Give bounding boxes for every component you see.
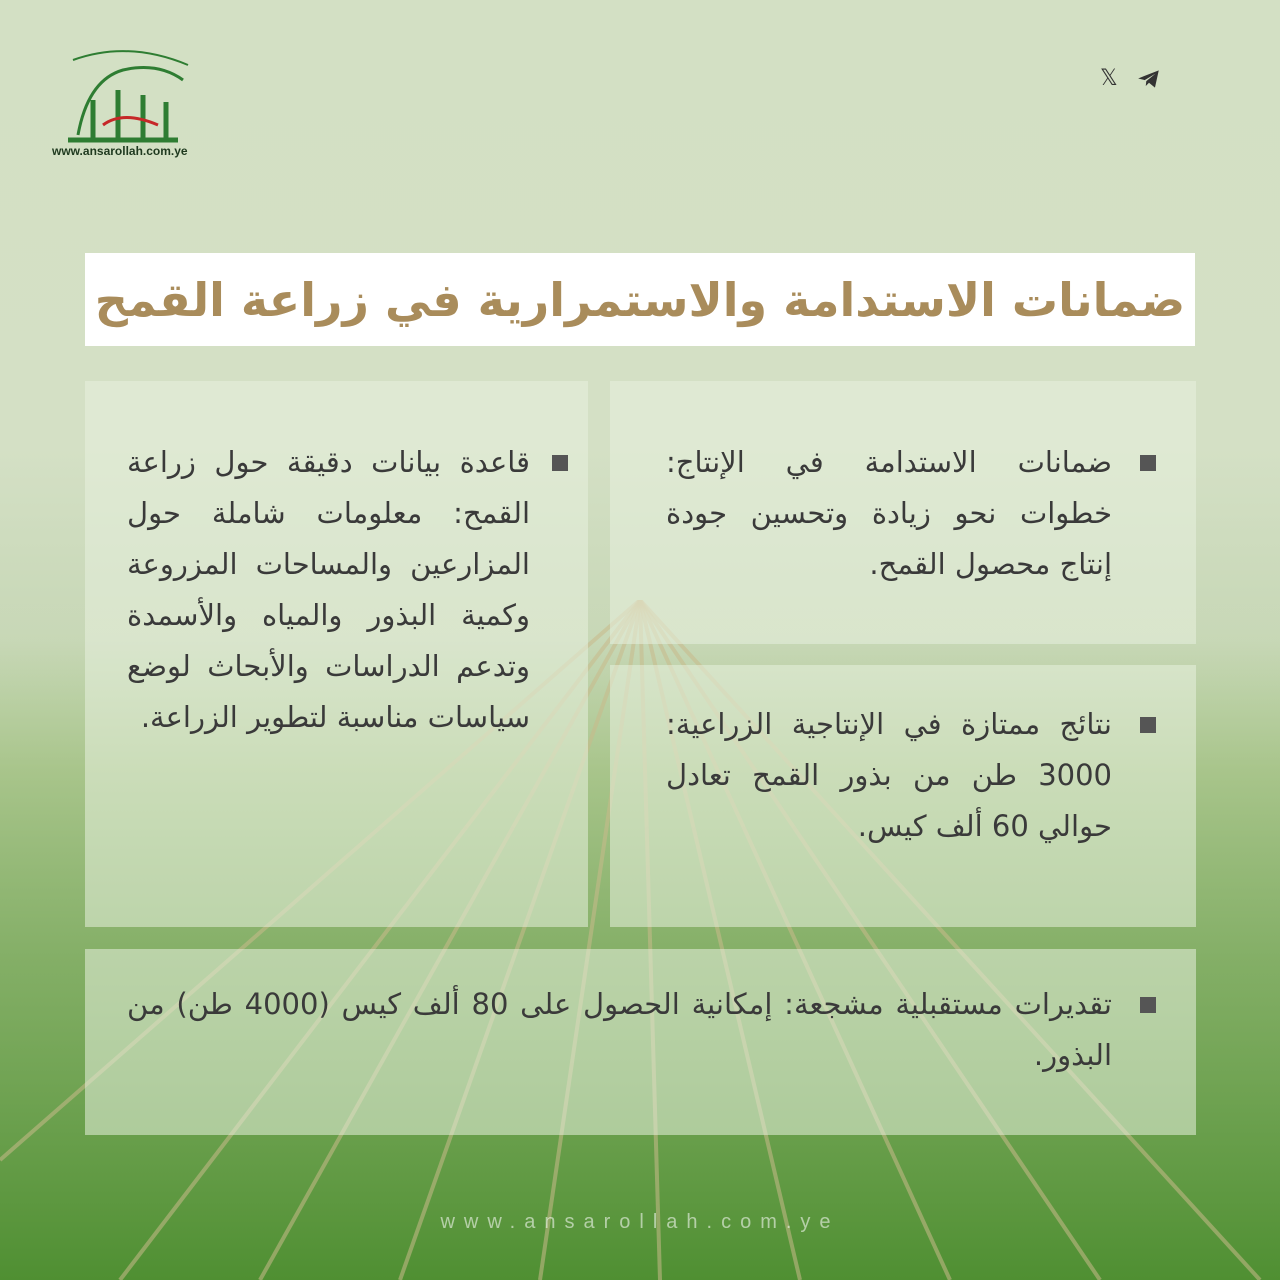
bullet-icon	[1140, 455, 1156, 471]
card-productivity	[610, 665, 1196, 927]
logo-url: www.ansarollah.com.ye	[52, 144, 188, 158]
card-estimates	[85, 949, 1196, 1135]
bullet-icon	[1140, 717, 1156, 733]
card-sustainability	[610, 381, 1196, 644]
card-database	[85, 381, 588, 927]
page-title: ضمانات الاستدامة والاستمرارية في زراعة القمح	[94, 272, 1186, 327]
bullet-icon	[552, 455, 568, 471]
card-text: نتائج ممتازة في الإنتاجية الزراعية: 3000 طن من بذور القمح تعادل حوالي 60 ألف كيس.	[666, 707, 1112, 843]
telegram-icon[interactable]	[1136, 66, 1162, 92]
bullet-icon	[1140, 997, 1156, 1013]
social-links	[1100, 66, 1162, 92]
title-banner	[85, 253, 1195, 346]
x-icon[interactable]: 𝕏	[1100, 66, 1118, 91]
card-text: تقديرات مستقبلية مشجعة: إمكانية الحصول على 80 ألف كيس (4000 طن) من البذور.	[127, 987, 1112, 1072]
card-text: قاعدة بيانات دقيقة حول زراعة القمح: معلومات شاملة حول المزارعين والمساحات المزروعة وكمية البذور والمياه والأسمدة وتدعم الدراسات والأبحاث لوضع سياسات مناسبة لتطوير الزراعة.	[127, 445, 530, 734]
card-text: ضمانات الاستدامة في الإنتاج: خطوات نحو زيادة وتحسين جودة إنتاج محصول القمح.	[666, 445, 1112, 581]
footer-url: www.ansarollah.com.ye	[440, 1211, 840, 1233]
